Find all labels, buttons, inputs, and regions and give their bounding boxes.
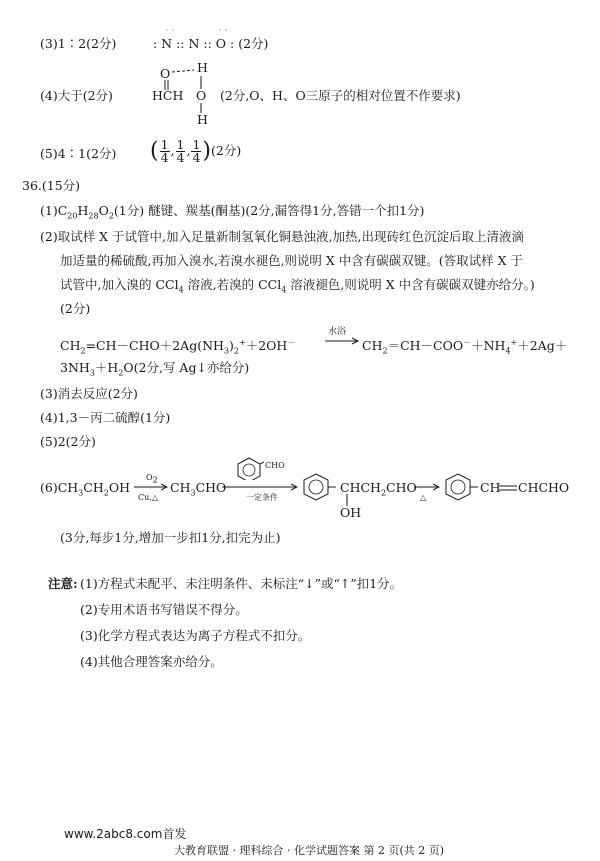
atom-h-bot: H [197, 112, 208, 127]
reaction-condition-water-bath: 水浴 [328, 327, 347, 337]
q35-part3-score: (2分) [238, 36, 269, 51]
fraction-3: $\frac{1}{4}$ [192, 137, 201, 165]
aldol-chain: $CHCH_2CHO$ [340, 480, 417, 498]
aldol-hydroxyl: OH [340, 505, 362, 520]
synthesis-arrow-1-icon [134, 482, 168, 492]
arrow1-condition: Cu,△ [138, 493, 158, 502]
watermark: www.2abc8.com首发 [64, 827, 187, 841]
q36-part2-line1: (2)取试样 X 于试管中,加入足量新制氢氧化铜悬浊液,加热,出现砖红色沉淀后取上清液滴 [40, 229, 524, 244]
q36-part3: (3)消去反应(2分) [40, 386, 138, 401]
q36-part5: (5)2(2分) [40, 434, 96, 449]
benzaldehyde-cho: CHO [265, 461, 285, 470]
fraction-2: $\frac{1}{4}$ [176, 137, 185, 165]
q36-part2-line2: 加适量的稀硫酸,再加入溴水,若溴水褪色,则说明 X 中含有碳碳双键。(答取试样 X 于 [60, 253, 523, 268]
q36-part2-line3: 试管中,加入溴的 CCl$_4$ 溶液,若溴的 CCl$_4$ 溶液褪色,则说明 X 中含有碳碳双键亦给分。) [60, 277, 535, 295]
cinnamaldehyde-chcho: CHCHO [518, 480, 570, 495]
q36-part6-score: (3分,每步1分,增加一步扣1分,扣完为止) [60, 530, 281, 545]
atom-o-mid: O [196, 88, 207, 103]
cinnamaldehyde-benzene-ring-icon [442, 472, 478, 502]
silver-mirror-equation-right: $CH_2=CH-COO^-+NH_4^++2Ag+$ [362, 338, 568, 356]
acetaldehyde: $CH_3CHO$ [170, 480, 227, 498]
formaldehyde-hch: HCH [152, 88, 184, 103]
q36-part1: $(1)C_{20}H_{28}O_2(1$分) 醚键、羰基(酮基)(2分,漏答得1分,答错一个扣1分) [40, 203, 425, 221]
fraction-1: $\frac{1}{4}$ [160, 137, 169, 165]
note-2: (2)专用术语书写错误不得分。 [80, 602, 248, 617]
page-footer: 大教育联盟 · 理科综合 · 化学试题答案 第 2 页(共 2 页) [174, 844, 445, 857]
note-3: (3)化学方程式表达为离子方程式不扣分。 [80, 628, 311, 643]
cinnamaldehyde-ch: CH [480, 480, 501, 495]
notes-title: 注意: [48, 576, 78, 591]
synthesis-arrow-3-icon [414, 482, 440, 492]
silver-mirror-equation-left: $CH_2=CH-CHO+2Ag(NH_3)_2^++2OH^-$ [60, 338, 296, 356]
arrow1-reagent: $O_2$ [146, 473, 158, 485]
note-1: (1)方程式未配平、未注明条件、未标注“↓”或“↑”扣1分。 [80, 576, 403, 591]
electron-dots-top: ˙˙ ˙˙ [165, 29, 230, 38]
double-bond-icon [499, 484, 517, 492]
q36-header: 36.(15分) [22, 178, 81, 193]
q36-part4: (4)1,3－丙二硫醇(1分) [40, 410, 171, 425]
synthesis-start: $(6)CH_3CH_2OH$ [40, 480, 130, 498]
q35-part4-note: (2分,O、H、O三原子的相对位置不作要求) [220, 88, 461, 103]
q35-part4-label: (4)大于(2分) [40, 88, 113, 103]
benzaldehyde-benzene-ring-icon [234, 456, 264, 480]
synthesis-arrow-2-icon [222, 482, 298, 492]
q35-part5-coordinates: ( $\frac{1}{4}$ , $\frac{1}{4}$ , $\frac{1}{4}$ )(2分) [150, 137, 242, 165]
aldol-benzene-ring-icon [300, 472, 336, 502]
q35-part5-score: (2分) [211, 143, 242, 158]
q36-part2-score: (2分) [60, 301, 91, 316]
silver-mirror-equation-line2: $3NH_3+H_2O(2$分,写 Ag↓亦给分) [60, 360, 250, 378]
note-4: (4)其他合理答案亦给分。 [80, 654, 223, 669]
arrow2-condition: 一定条件 [246, 493, 278, 502]
reaction-arrow-icon [325, 336, 361, 346]
q35-part3-label: (3)1∶2(2分) [40, 36, 117, 51]
bond-lines [150, 60, 220, 130]
atom-o-top: O [160, 66, 171, 81]
arrow3-condition: △ [420, 493, 427, 502]
q35-part5-label: (5)4∶1(2分) [40, 146, 117, 161]
electron-dot-formula: : N :: N :: O : [153, 36, 239, 51]
hydrogen-bond-structure [150, 60, 220, 130]
atom-h-top: H [197, 60, 208, 75]
